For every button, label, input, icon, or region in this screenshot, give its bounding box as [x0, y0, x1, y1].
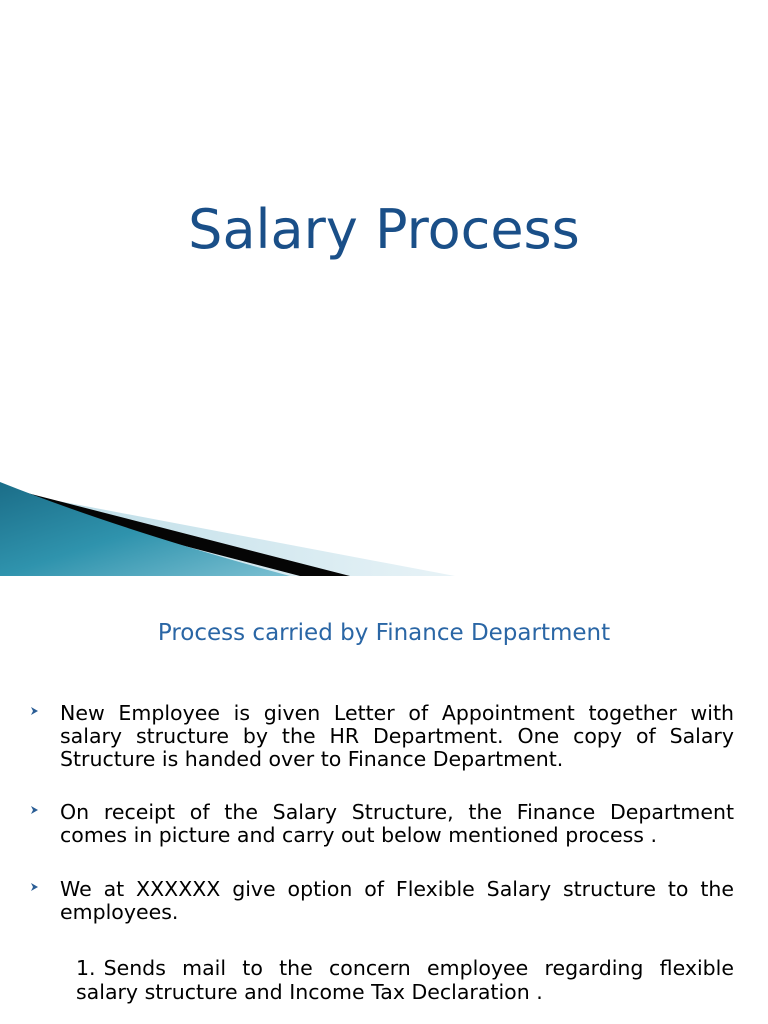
bullet-text: We at XXXXXX give option of Flexible Salary structure to the employees. [60, 877, 734, 924]
numbered-item [76, 956, 734, 1004]
bullet-text: On receipt of the Salary Structure, the Finance Department comes in picture and carry out below mentioned process . [60, 800, 734, 847]
bullet-item [60, 878, 734, 924]
slide-subtitle: Process carried by Finance Department [157, 620, 611, 646]
bullet-item [60, 801, 734, 847]
item-number: 1. [76, 956, 96, 980]
arrow-bullet-icon [28, 803, 42, 817]
arrow-bullet-icon [28, 704, 42, 718]
arrow-bullet-icon [28, 880, 42, 894]
bullet-item [60, 702, 734, 771]
decorative-swoosh [0, 470, 768, 576]
content-slide [0, 576, 768, 1024]
bullet-text: New Employee is given Letter of Appointment together with salary structure by the HR Department. One copy of Salary Structure is handed over to Finance Department. [60, 701, 734, 771]
slide-title: Salary Process [188, 198, 580, 261]
item-text: Sends mail to the concern employee regarding flexible salary structure and Income Tax Declaration . [76, 956, 734, 1004]
